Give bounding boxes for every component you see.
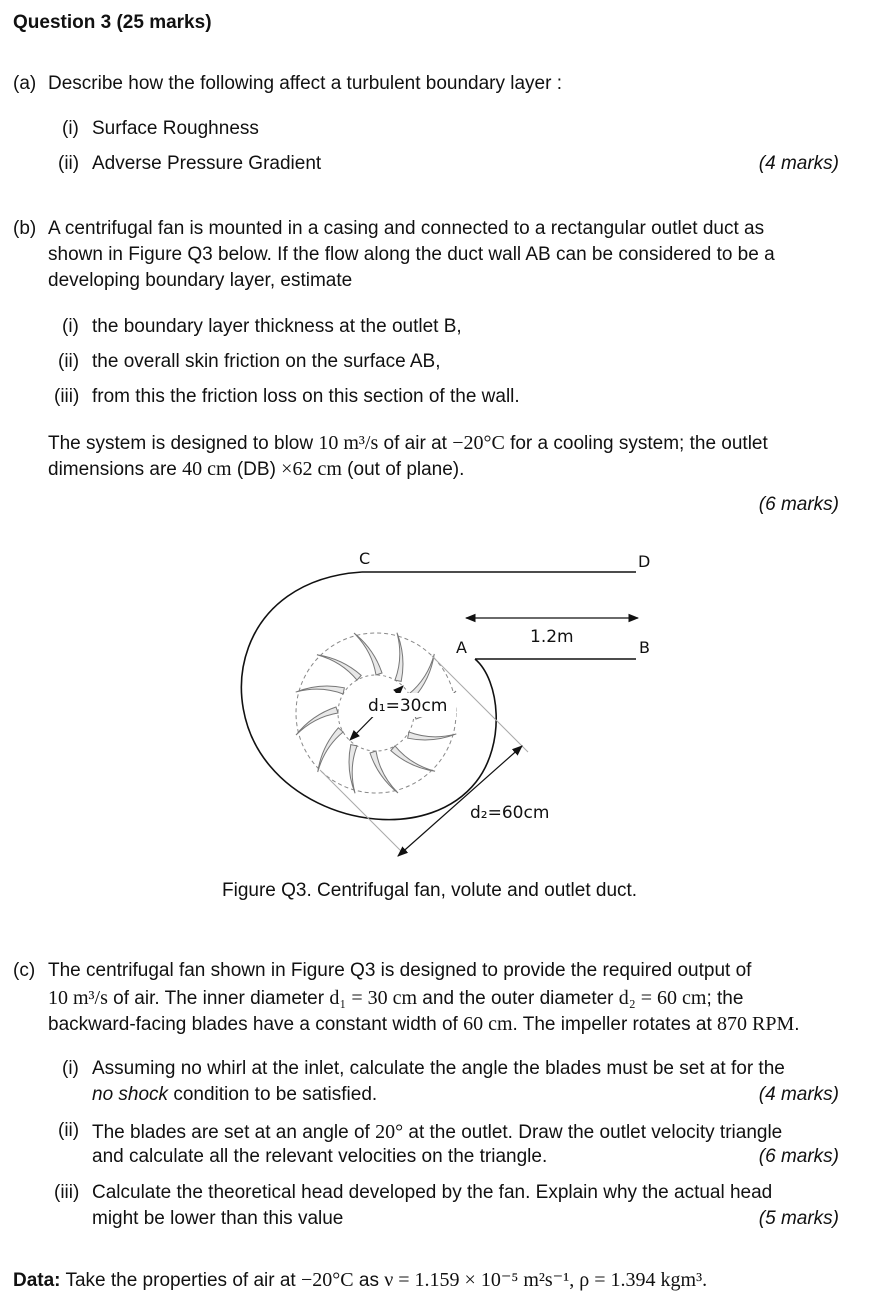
text: backward-facing blades have a constant width of	[48, 1014, 464, 1035]
part-c-iii-marks: (5 marks)	[758, 1208, 839, 1229]
part-a-marks: (4 marks)	[758, 153, 839, 174]
part-c-item-text	[92, 1084, 377, 1107]
part-c-label: (c)	[13, 960, 36, 981]
part-a-item-text: Adverse Pressure Gradient	[92, 153, 322, 174]
blade-angle: 20°	[375, 1121, 404, 1143]
part-c-item-num: (iii)	[54, 1182, 80, 1203]
kinematic-viscosity: ν = 1.159 × 10⁻⁵ m²s⁻¹	[384, 1269, 570, 1291]
part-c-item-num: (i)	[62, 1058, 79, 1079]
no-shock-term: no shock	[92, 1084, 169, 1105]
part-c-item-num: (ii)	[58, 1120, 80, 1141]
text: The system is designed to blow	[48, 433, 319, 454]
text: . The impeller rotates at	[512, 1014, 718, 1035]
point-a-label: A	[456, 638, 467, 657]
part-c-item-text: and calculate all the relevant velocities on the triangle.	[92, 1146, 548, 1167]
text: Take the properties of air at	[60, 1270, 301, 1291]
times-sign: ×	[281, 458, 293, 480]
flow-rate: 10 m³/s	[48, 987, 108, 1009]
blade-width: 60 cm	[463, 1013, 513, 1035]
text: (out of plane).	[341, 459, 465, 480]
text: and the outer diameter	[417, 988, 619, 1009]
rotation-speed: 870 RPM	[717, 1013, 795, 1035]
point-c-label: C	[359, 549, 371, 568]
d2-label: d₂=60cm	[470, 803, 550, 823]
part-c-item-text: might be lower than this value	[92, 1208, 344, 1229]
part-a-text: Describe how the following affect a turbulent boundary layer :	[48, 73, 563, 94]
part-b-system-line	[48, 431, 768, 456]
part-a-item-text: Surface Roughness	[92, 118, 259, 139]
point-b-label: B	[639, 638, 650, 657]
part-b-line: developing boundary layer, estimate	[48, 270, 353, 291]
text: as	[353, 1270, 385, 1291]
text: of air at	[378, 433, 453, 454]
text: The blades are set at an angle of	[92, 1122, 376, 1143]
text: (DB)	[231, 459, 282, 480]
part-c-line	[48, 986, 743, 1011]
outer-diameter: d₂ = 60 cm	[618, 987, 707, 1009]
part-b-label: (b)	[13, 218, 37, 239]
part-b-item-text: the boundary layer thickness at the outlet B,	[92, 316, 462, 337]
flow-rate: 10 m³/s	[318, 432, 379, 454]
text: .	[794, 1014, 800, 1035]
part-b-item-text: the overall skin friction on the surface AB,	[92, 351, 441, 372]
figure-caption: Figure Q3. Centrifugal fan, volute and outlet duct.	[222, 880, 638, 901]
part-c-item-text	[92, 1120, 782, 1145]
temperature: −20°C	[452, 432, 505, 454]
density: ρ = 1.394 kgm³	[579, 1269, 703, 1291]
part-c-i-marks: (4 marks)	[758, 1084, 839, 1105]
part-b-item-num: (ii)	[58, 351, 80, 372]
part-b-line: shown in Figure Q3 below. If the flow along the duct wall AB can be considered to be a	[48, 244, 775, 265]
part-c-item-text: Assuming no whirl at the inlet, calculate the angle the blades must be set at for the	[92, 1058, 785, 1079]
text: condition to be satisfied.	[168, 1084, 378, 1105]
text: for a cooling system; the outlet	[504, 433, 768, 454]
part-b-dimension-line	[48, 457, 464, 482]
part-b-item-text: from this the friction loss on this section of the wall.	[92, 386, 520, 407]
text: dimensions are	[48, 459, 183, 480]
part-b-item-num: (i)	[62, 316, 79, 337]
part-b-item-num: (iii)	[54, 386, 80, 407]
data-line	[13, 1268, 707, 1293]
text: at the outlet. Draw the outlet velocity triangle	[403, 1122, 783, 1143]
temperature: −20°C	[300, 1269, 354, 1291]
part-c-item-text: Calculate the theoretical head developed by the fan. Explain why the actual head	[92, 1182, 773, 1203]
part-c-ii-marks: (6 marks)	[758, 1146, 839, 1167]
separator: ,	[569, 1269, 580, 1291]
text: ; the	[706, 988, 744, 1009]
figure-q3	[0, 540, 880, 870]
inner-diameter: d₁ = 30 cm	[329, 987, 418, 1009]
part-a-item-num: (ii)	[58, 153, 80, 174]
period: .	[702, 1269, 708, 1291]
part-b-marks: (6 marks)	[758, 494, 839, 515]
length-label: 1.2m	[530, 627, 574, 647]
dimension-db: 40 cm	[182, 458, 232, 480]
d2-dimension-arrow	[398, 746, 522, 856]
question-title: Question 3 (25 marks)	[13, 12, 212, 33]
d1-label: d₁=30cm	[368, 696, 448, 716]
part-c-line	[48, 1012, 800, 1037]
part-a-item-num: (i)	[62, 118, 79, 139]
part-b-line: A centrifugal fan is mounted in a casing and connected to a rectangular outlet duct as	[48, 218, 765, 239]
dimension-out-of-plane: 62 cm	[292, 458, 342, 480]
part-a-label: (a)	[13, 73, 37, 94]
data-label: Data:	[13, 1270, 61, 1291]
text: of air. The inner diameter	[107, 988, 330, 1009]
part-c-line: The centrifugal fan shown in Figure Q3 is designed to provide the required output of	[48, 960, 752, 981]
point-d-label: D	[638, 552, 651, 571]
d2-extension-line	[320, 770, 402, 852]
